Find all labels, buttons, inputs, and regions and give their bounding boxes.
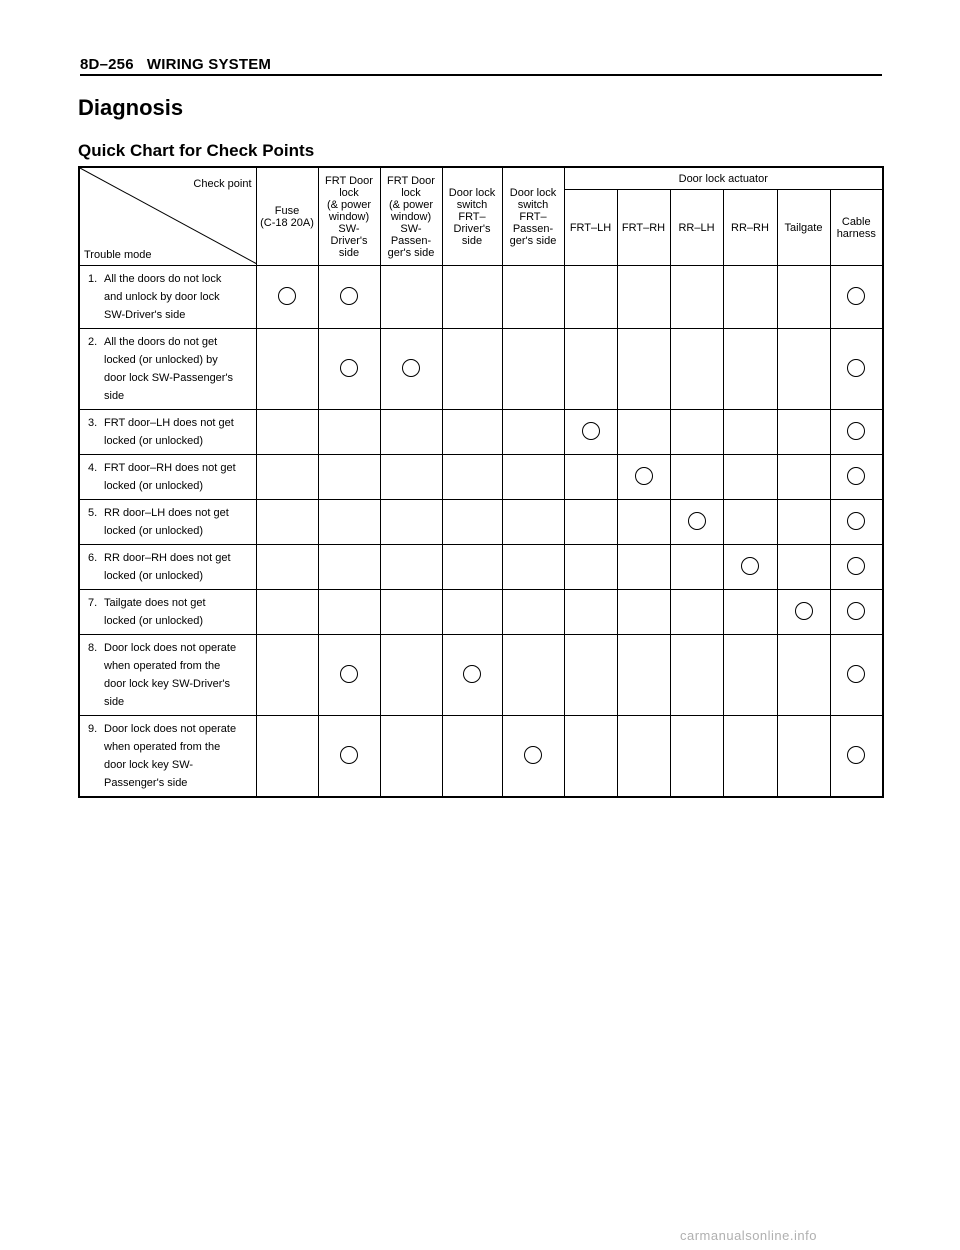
check-circle-icon xyxy=(847,602,865,620)
table-row xyxy=(79,266,883,329)
check-cell xyxy=(670,410,723,455)
check-cell xyxy=(777,455,830,500)
column-header-7: FRT–RH xyxy=(617,190,670,266)
check-circle-icon xyxy=(847,422,865,440)
trouble-description: RR door–LH does not get locked (or unlocked) xyxy=(104,507,229,537)
check-cell xyxy=(502,590,564,635)
check-cell xyxy=(442,635,502,716)
check-cell xyxy=(830,635,883,716)
check-cell xyxy=(670,716,723,798)
check-circle-icon xyxy=(340,746,358,764)
check-cell xyxy=(318,716,380,798)
table-row xyxy=(79,410,883,455)
check-cell xyxy=(670,545,723,590)
check-circle-icon xyxy=(847,665,865,683)
check-cell xyxy=(502,635,564,716)
table-row xyxy=(79,329,883,410)
check-point-label: Check point xyxy=(193,178,252,190)
chart-title: Quick Chart for Check Points xyxy=(78,141,315,160)
check-cell xyxy=(830,455,883,500)
column-header-9: RR–RH xyxy=(723,190,777,266)
trouble-mode-cell xyxy=(79,329,256,410)
check-circle-icon xyxy=(847,467,865,485)
check-circle-icon xyxy=(402,359,420,377)
column-header-6: FRT–LH xyxy=(564,190,617,266)
check-cell xyxy=(777,329,830,410)
check-cell xyxy=(723,635,777,716)
check-cell xyxy=(502,329,564,410)
check-cell xyxy=(830,716,883,798)
check-cell xyxy=(318,329,380,410)
check-cell xyxy=(380,266,442,329)
check-cell xyxy=(380,590,442,635)
check-cell xyxy=(380,635,442,716)
check-circle-icon xyxy=(847,287,865,305)
check-cell xyxy=(318,590,380,635)
check-cell xyxy=(670,329,723,410)
check-cell xyxy=(723,410,777,455)
check-cell xyxy=(442,590,502,635)
trouble-number: 1. xyxy=(88,273,98,285)
check-cell xyxy=(318,410,380,455)
check-cell xyxy=(318,455,380,500)
check-cell xyxy=(442,266,502,329)
check-cell xyxy=(502,410,564,455)
trouble-number: 6. xyxy=(88,552,98,564)
check-cell xyxy=(502,500,564,545)
check-circle-icon xyxy=(847,746,865,764)
check-cell xyxy=(256,635,318,716)
door-lock-actuator-group-header: Door lock actuator xyxy=(564,167,883,190)
check-cell xyxy=(256,455,318,500)
trouble-mode-cell xyxy=(79,266,256,329)
check-cell xyxy=(502,455,564,500)
check-cell xyxy=(564,500,617,545)
check-cell xyxy=(256,266,318,329)
trouble-mode-cell xyxy=(79,590,256,635)
check-cell xyxy=(256,545,318,590)
check-cell xyxy=(564,590,617,635)
check-cell xyxy=(256,500,318,545)
check-cell xyxy=(564,329,617,410)
check-cell xyxy=(256,329,318,410)
check-circle-icon xyxy=(847,359,865,377)
check-circle-icon xyxy=(340,665,358,683)
check-cell xyxy=(442,410,502,455)
check-cell xyxy=(670,635,723,716)
check-cell xyxy=(777,266,830,329)
check-cell xyxy=(564,716,617,798)
trouble-description: Door lock does not operate when operated from the door lock key SW-Driver's side xyxy=(104,642,237,708)
check-cell xyxy=(442,716,502,798)
check-circle-icon xyxy=(795,602,813,620)
check-cell xyxy=(617,266,670,329)
check-circle-icon xyxy=(635,467,653,485)
check-circle-icon xyxy=(688,512,706,530)
column-header-10: Tailgate xyxy=(777,190,830,266)
page-header xyxy=(80,56,271,73)
check-cell xyxy=(256,590,318,635)
check-cell xyxy=(564,266,617,329)
check-cell xyxy=(380,500,442,545)
trouble-number: 5. xyxy=(88,507,98,519)
trouble-number: 9. xyxy=(88,723,98,735)
quick-chart-table xyxy=(78,166,884,798)
check-cell xyxy=(617,500,670,545)
column-header-2: FRT Door lock (& power window) SW- Driver's side xyxy=(318,167,380,266)
check-cell xyxy=(723,545,777,590)
check-cell xyxy=(723,455,777,500)
trouble-description: FRT door–RH does not get locked (or unlocked) xyxy=(104,462,236,492)
table-row xyxy=(79,455,883,500)
check-cell xyxy=(777,500,830,545)
corner-header xyxy=(79,167,256,266)
trouble-number: 8. xyxy=(88,642,98,654)
check-circle-icon xyxy=(847,512,865,530)
check-cell xyxy=(830,329,883,410)
check-cell xyxy=(723,500,777,545)
trouble-mode-cell xyxy=(79,500,256,545)
check-cell xyxy=(617,716,670,798)
table-row xyxy=(79,545,883,590)
check-cell xyxy=(723,329,777,410)
trouble-number: 4. xyxy=(88,462,98,474)
trouble-description: Tailgate does not get locked (or unlocked) xyxy=(104,597,206,627)
check-circle-icon xyxy=(340,287,358,305)
check-cell xyxy=(670,590,723,635)
check-circle-icon xyxy=(463,665,481,683)
check-cell xyxy=(380,716,442,798)
check-circle-icon xyxy=(741,557,759,575)
trouble-mode-label: Trouble mode xyxy=(84,249,152,261)
trouble-mode-cell xyxy=(79,455,256,500)
trouble-number: 7. xyxy=(88,597,98,609)
table-row xyxy=(79,590,883,635)
check-cell xyxy=(617,635,670,716)
check-cell xyxy=(617,410,670,455)
trouble-number: 3. xyxy=(88,417,98,429)
check-cell xyxy=(723,716,777,798)
check-cell xyxy=(564,635,617,716)
trouble-number: 2. xyxy=(88,336,98,348)
check-cell xyxy=(617,545,670,590)
check-cell xyxy=(442,500,502,545)
trouble-description: All the doors do not lock and unlock by door lock SW-Driver's side xyxy=(104,273,222,321)
trouble-mode-cell xyxy=(79,716,256,798)
column-header-4: Door lock switch FRT– Driver's side xyxy=(442,167,502,266)
check-cell xyxy=(777,410,830,455)
check-cell xyxy=(442,545,502,590)
check-cell xyxy=(617,590,670,635)
check-cell xyxy=(380,545,442,590)
header-rule xyxy=(80,74,882,76)
watermark: carmanualsonline.info xyxy=(680,1228,817,1243)
check-cell xyxy=(670,500,723,545)
check-cell xyxy=(723,266,777,329)
check-circle-icon xyxy=(847,557,865,575)
check-cell xyxy=(564,455,617,500)
check-cell xyxy=(830,545,883,590)
trouble-mode-cell xyxy=(79,410,256,455)
trouble-description: FRT door–LH does not get locked (or unlocked) xyxy=(104,417,234,447)
check-cell xyxy=(502,545,564,590)
check-cell xyxy=(318,635,380,716)
check-cell xyxy=(318,266,380,329)
check-circle-icon xyxy=(524,746,542,764)
check-cell xyxy=(777,590,830,635)
section-title: WIRING SYSTEM xyxy=(146,56,272,73)
check-cell xyxy=(777,635,830,716)
table-row xyxy=(79,635,883,716)
check-cell xyxy=(830,266,883,329)
check-cell xyxy=(256,410,318,455)
column-header-1: Fuse (C-18 20A) xyxy=(256,167,318,266)
check-cell xyxy=(723,590,777,635)
section-number: 8D–256 xyxy=(80,56,134,73)
check-cell xyxy=(564,545,617,590)
check-cell xyxy=(502,266,564,329)
check-cell xyxy=(777,545,830,590)
check-circle-icon xyxy=(340,359,358,377)
page-title: Diagnosis xyxy=(78,95,184,120)
column-header-5: Door lock switch FRT– Passen- ger's side xyxy=(502,167,564,266)
check-cell xyxy=(830,590,883,635)
check-cell xyxy=(670,455,723,500)
column-header-8: RR–LH xyxy=(670,190,723,266)
check-cell xyxy=(442,455,502,500)
check-cell xyxy=(564,410,617,455)
column-header-11: Cable harness xyxy=(830,190,883,266)
check-cell xyxy=(256,716,318,798)
column-header-3: FRT Door lock (& power window) SW- Passen- ger's side xyxy=(380,167,442,266)
table-row xyxy=(79,716,883,798)
check-cell xyxy=(777,716,830,798)
check-cell xyxy=(830,500,883,545)
check-cell xyxy=(617,455,670,500)
check-circle-icon xyxy=(278,287,296,305)
check-cell xyxy=(318,500,380,545)
trouble-description: Door lock does not operate when operated from the door lock key SW- Passenger's side xyxy=(104,723,237,789)
check-cell xyxy=(670,266,723,329)
trouble-description: RR door–RH does not get locked (or unlocked) xyxy=(104,552,231,582)
check-cell xyxy=(502,716,564,798)
check-cell xyxy=(380,455,442,500)
trouble-mode-cell xyxy=(79,545,256,590)
check-cell xyxy=(442,329,502,410)
check-cell xyxy=(380,329,442,410)
trouble-mode-cell xyxy=(79,635,256,716)
check-circle-icon xyxy=(582,422,600,440)
check-cell xyxy=(830,410,883,455)
check-cell xyxy=(380,410,442,455)
trouble-description: All the doors do not get locked (or unlocked) by door lock SW-Passenger's side xyxy=(104,336,234,402)
check-cell xyxy=(318,545,380,590)
check-cell xyxy=(617,329,670,410)
table-row xyxy=(79,500,883,545)
